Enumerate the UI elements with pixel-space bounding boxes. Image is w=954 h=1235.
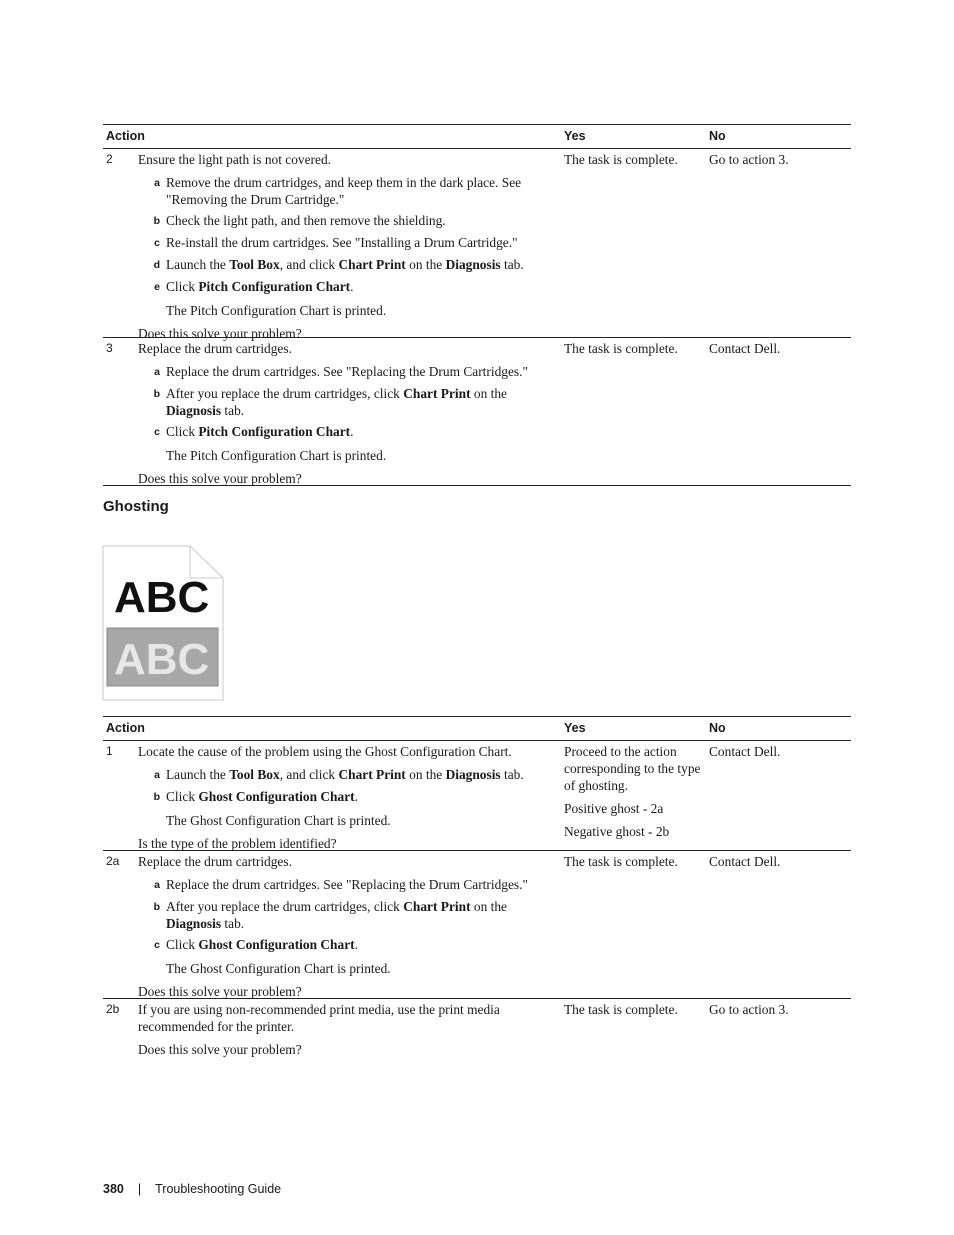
text-run: tab. [221,403,245,418]
table-row [103,149,851,341]
question: Is the type of the problem identified? [138,836,337,851]
step-note: The Pitch Configuration Chart is printed. [166,303,387,318]
yes-cell: The task is complete. [564,1002,678,1017]
ui-term: Ghost Configuration Chart [198,937,355,952]
step-text [166,423,564,441]
text-run: After you replace the drum cartridges, click [166,386,404,401]
text-run: . [354,789,358,804]
step-text [166,788,564,806]
ui-term: Diagnosis [166,916,222,931]
header-action: Action [106,129,145,143]
step-letter: c [154,939,160,951]
step-item [138,898,564,932]
ui-term: Diagnosis [445,257,501,272]
action-table-1 [103,124,851,486]
section-heading: Ghosting [103,498,169,515]
row-number: 3 [106,341,113,355]
step-item [138,766,564,784]
action-intro: Replace the drum cartridges. [138,341,292,356]
sample-text-ghost: ABC [114,635,210,684]
row-number: 2 [106,152,113,166]
step-item [138,423,564,441]
step-letter: e [154,281,160,293]
header-yes: Yes [564,129,586,143]
step-text: Remove the drum cartridges, and keep them in the dark place. See "Removing the Drum Cartridge." [166,175,522,207]
question: Does this solve your problem? [138,1042,302,1057]
no-cell: Contact Dell. [709,341,781,356]
text-run: on the [470,899,507,914]
yes-cell: The task is complete. [564,341,678,356]
action-intro: If you are using non-recommended print media, use the print media recommended for the printer. [138,1002,500,1034]
ui-term: Diagnosis [445,767,501,782]
question: Does this solve your problem? [138,984,302,999]
action-intro: Locate the cause of the problem using the Ghost Configuration Chart. [138,744,512,759]
step-item [138,876,564,894]
step-note: The Pitch Configuration Chart is printed. [166,448,387,463]
row-number: 2b [106,1002,120,1016]
row-number: 2a [106,854,120,868]
ui-term: Pitch Configuration Chart [198,279,351,294]
ui-term: Chart Print [403,899,471,914]
yes-option-negative: Negative ghost - 2b [564,824,670,839]
footer-title: Troubleshooting Guide [155,1182,282,1196]
text-run: . [350,424,354,439]
yes-cell: The task is complete. [564,854,678,869]
step-letter: a [154,769,160,781]
ui-term: Ghost Configuration Chart [198,789,355,804]
text-run: on the [405,767,446,782]
text-run: Launch the [166,767,230,782]
text-run: . [350,279,354,294]
footer-separator: | [137,1182,142,1196]
step-letter: b [153,901,160,913]
step-text: Re-install the drum cartridges. See "Installing a Drum Cartridge." [166,235,518,250]
step-letter: a [154,366,160,378]
action-intro: Ensure the light path is not covered. [138,152,332,167]
action-cell [138,340,564,485]
table-row [103,741,851,851]
step-item [138,385,564,419]
step-letter: d [153,259,160,271]
text-run: . [354,937,358,952]
text-run: Click [166,789,199,804]
step-item [138,363,564,381]
ui-term: Chart Print [338,767,406,782]
action-cell [138,1001,564,1071]
action-cell [138,853,564,998]
step-text [166,256,564,274]
ui-term: Chart Print [403,386,471,401]
step-text [166,278,564,296]
action-table-2 [103,716,851,1071]
step-letter: a [154,879,160,891]
step-note: The Ghost Configuration Chart is printed. [166,813,391,828]
step-letter: a [154,177,160,189]
yes-option-positive: Positive ghost - 2a [564,801,664,816]
text-run: tab. [500,767,524,782]
yes-cell: The task is complete. [564,152,678,167]
step-text: Replace the drum cartridges. See "Replacing the Drum Cartridges." [166,877,528,892]
ui-term: Diagnosis [166,403,222,418]
step-text [166,936,564,954]
text-run: , and click [279,257,339,272]
text-run: on the [470,386,507,401]
step-item [138,234,564,252]
step-letter: b [153,388,160,400]
text-run: Click [166,937,199,952]
table-header [103,124,851,149]
table-row [103,338,851,486]
step-text: Check the light path, and then remove the shielding. [166,213,446,228]
no-cell: Go to action 3. [709,152,789,167]
step-item [138,936,564,954]
text-run: Launch the [166,257,230,272]
step-text [166,766,564,784]
step-letter: b [153,791,160,803]
step-letter: b [153,215,160,227]
text-run: , and click [279,767,339,782]
step-item [138,788,564,806]
ui-term: Tool Box [229,767,280,782]
step-text [166,898,564,932]
header-no: No [709,129,726,143]
step-note: The Ghost Configuration Chart is printed. [166,961,391,976]
text-run: After you replace the drum cartridges, click [166,899,404,914]
row-number: 1 [106,744,113,758]
header-no: No [709,721,726,735]
page-footer [103,1181,281,1198]
text-run: tab. [500,257,524,272]
header-yes: Yes [564,721,586,735]
step-text: Replace the drum cartridges. See "Replacing the Drum Cartridges." [166,364,528,379]
ui-term: Tool Box [229,257,280,272]
text-run: Click [166,424,199,439]
step-item [138,212,564,230]
ghosting-sample-figure [102,545,224,701]
ui-term: Chart Print [338,257,406,272]
table-row [103,851,851,999]
no-cell: Go to action 3. [709,1002,789,1017]
table-header [103,716,851,741]
page-illustration [102,545,224,701]
step-letter: c [154,426,160,438]
text-run: tab. [221,916,245,931]
page-number: 380 [103,1182,124,1196]
text-run: Click [166,279,199,294]
yes-text: Proceed to the action corresponding to the type of ghosting. [564,744,701,793]
step-item [138,278,564,296]
step-letter: c [154,237,160,249]
sample-text-normal: ABC [114,573,210,622]
ui-term: Pitch Configuration Chart [198,424,351,439]
question: Does this solve your problem? [138,326,302,341]
step-text [166,385,564,419]
question: Does this solve your problem? [138,471,302,486]
no-cell: Contact Dell. [709,744,781,759]
step-item [138,256,564,274]
action-cell [138,743,564,850]
step-item [138,174,564,208]
no-cell: Contact Dell. [709,854,781,869]
table-row [103,999,851,1071]
yes-cell [564,743,709,850]
text-run: on the [405,257,446,272]
action-cell [138,151,564,341]
action-intro: Replace the drum cartridges. [138,854,292,869]
header-action: Action [106,721,145,735]
